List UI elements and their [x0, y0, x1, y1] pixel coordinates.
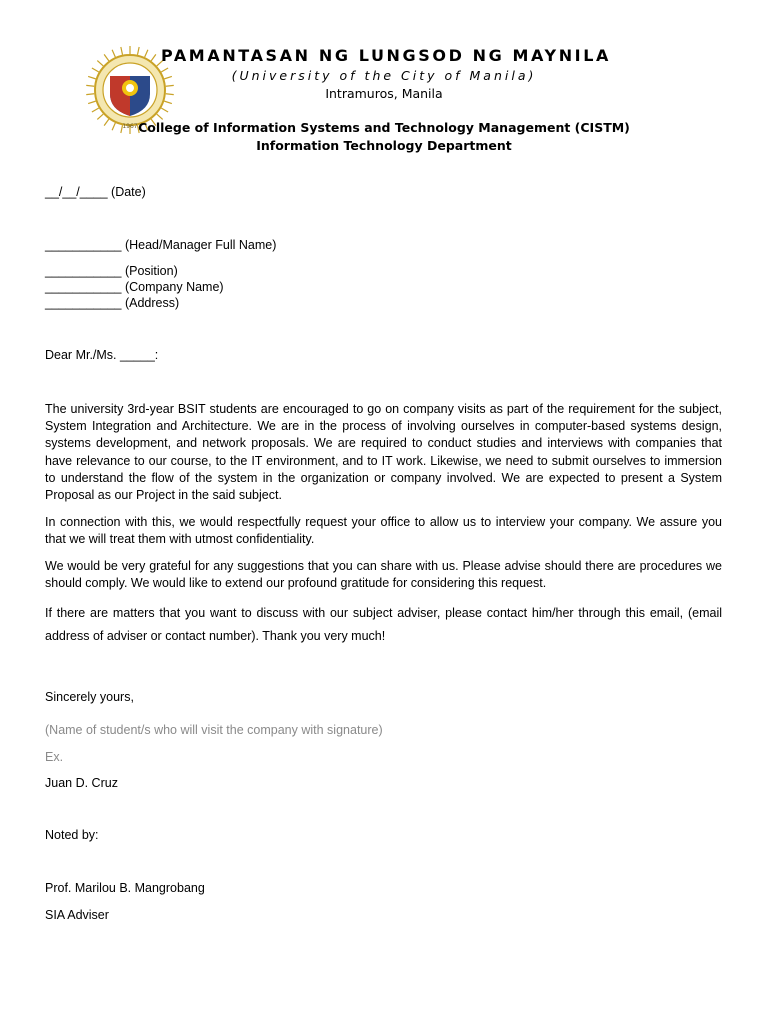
sign-off: Sincerely yours, — [45, 690, 134, 704]
noted-by-label: Noted by: — [45, 828, 99, 842]
recipient-name-field: ___________ (Head/Manager Full Name) — [45, 238, 277, 252]
university-name: PAMANTASAN NG LUNGSOD NG MAYNILA — [160, 46, 612, 65]
salutation: Dear Mr./Ms. _____: — [45, 348, 159, 362]
body-paragraph: We would be very grateful for any suggestions that you can share with us. Please advise should there are procedures we should comply. We would like to extend our profound gratitude for considering this request. — [45, 559, 722, 591]
college-name: College of Information Systems and Technology Management (CISTM) — [138, 120, 630, 135]
example-label: Ex. — [45, 750, 64, 764]
adviser-title: SIA Adviser — [45, 908, 109, 922]
department-name: Information Technology Department — [256, 138, 512, 153]
university-english-name: (University of the City of Manila) — [231, 68, 537, 83]
seal-year: 1967 — [122, 123, 138, 130]
body-paragraph: The university 3rd-year BSIT students are encouraged to go on company visits as part of the requirement for the subject, System Integration and Architecture. We are in the process of involving ourselves in computer-based systems design, systems development, and network proposals. We are required to conduct studies and interviews with companies that have relevance to our course, to the IT environment, and to IT work. Likewise, we need to submit ourselves to immersion to understand the flow of the system in the organization or company involved. We are expected to present a System Proposal as our Project in the said subject. — [45, 402, 722, 503]
recipient-position-field: ___________ (Position) — [45, 264, 178, 278]
company-address-field: ___________ (Address) — [45, 296, 180, 310]
body-paragraph: If there are matters that you want to discuss with our subject adviser, please contact him/her through this email, (email address of adviser or contact number). Thank you very much! — [45, 606, 722, 643]
body-paragraph: In connection with this, we would respectfully request your office to allow us to interview your company. We assure you that we will treat them with utmost confidentiality. — [45, 515, 722, 547]
example-student-name: Juan D. Cruz — [45, 776, 118, 790]
adviser-name: Prof. Marilou B. Mangrobang — [45, 881, 205, 895]
university-location: Intramuros, Manila — [325, 86, 443, 101]
students-signature-hint: (Name of student/s who will visit the company with signature) — [45, 723, 383, 737]
date-field: __/__/____ (Date) — [45, 185, 146, 199]
company-name-field: ___________ (Company Name) — [45, 280, 224, 294]
